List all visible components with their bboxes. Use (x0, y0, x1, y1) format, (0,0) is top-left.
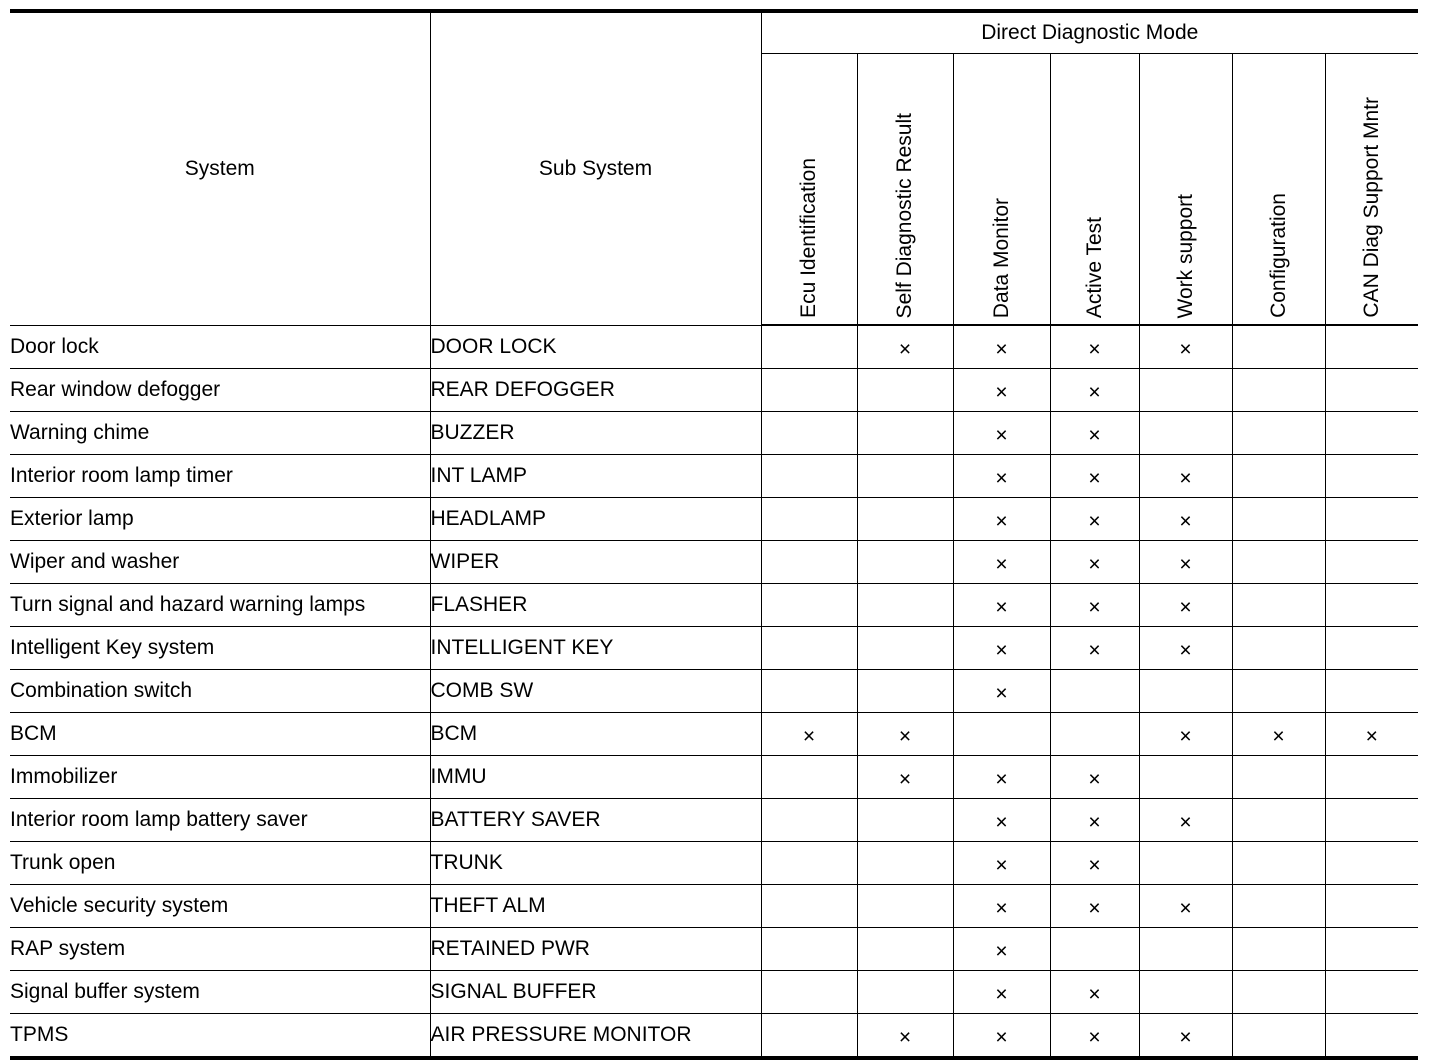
mode-cell (1232, 670, 1325, 713)
mode-cell (1050, 842, 1139, 885)
supported-mark: × (1365, 725, 1378, 748)
mode-cell (1139, 412, 1232, 455)
mode-cell (1232, 928, 1325, 971)
mode-cell (1232, 842, 1325, 885)
sub-system-cell: BUZZER (430, 412, 761, 455)
mode-cell (1325, 455, 1418, 498)
mode-cell (1232, 498, 1325, 541)
table-row (10, 412, 1418, 455)
mode-cell (761, 799, 857, 842)
mode-cell (1139, 498, 1232, 541)
sub-system-cell: THEFT ALM (430, 885, 761, 928)
supported-mark: × (1179, 510, 1192, 533)
supported-mark: × (995, 596, 1008, 619)
mode-cell (761, 627, 857, 670)
mode-cell (857, 541, 953, 584)
mode-cell (1050, 799, 1139, 842)
table-row (10, 584, 1418, 627)
supported-mark: × (802, 725, 816, 748)
mode-cell (1050, 325, 1139, 369)
mode-cell (857, 498, 953, 541)
mode-cell (953, 498, 1050, 541)
supported-mark: × (1088, 596, 1101, 619)
mode-cell (1232, 325, 1325, 369)
mode-cell (1325, 325, 1418, 369)
mode-cell (761, 325, 857, 369)
mode-cell (953, 670, 1050, 713)
supported-mark: × (995, 639, 1008, 662)
supported-mark: × (1179, 553, 1192, 576)
mode-cell (1325, 799, 1418, 842)
direct-diagnostic-mode-header: Direct Diagnostic Mode (761, 11, 1418, 54)
system-cell: TPMS (10, 1014, 430, 1059)
table-row (10, 885, 1418, 928)
mode-cell (1139, 455, 1232, 498)
mode-cell (761, 842, 857, 885)
mode-cell (1325, 670, 1418, 713)
supported-mark: × (1088, 854, 1101, 877)
mode-cell (953, 971, 1050, 1014)
supported-mark: × (1088, 510, 1101, 533)
mode-cell (857, 369, 953, 412)
mode-cell (1139, 369, 1232, 412)
system-cell: Trunk open (10, 842, 430, 885)
mode-cell (857, 455, 953, 498)
supported-mark: × (898, 1026, 912, 1049)
mode-cell (857, 627, 953, 670)
mode-cell (1050, 584, 1139, 627)
mode-cell (1325, 541, 1418, 584)
table-row (10, 713, 1418, 756)
mode-cell (857, 584, 953, 627)
mode-cell (857, 756, 953, 799)
mode-cell (1232, 369, 1325, 412)
mode-header-can-diag-support-mntr: CAN Diag Support Mntr (1325, 54, 1418, 326)
mode-cell (761, 713, 857, 756)
system-column-header: System (10, 11, 430, 325)
mode-cell (1232, 885, 1325, 928)
sub-system-column-header: Sub System (430, 11, 761, 325)
table-row (10, 928, 1418, 971)
mode-header-work-support: Work support (1139, 54, 1232, 326)
mode-cell (1232, 627, 1325, 670)
supported-mark: × (995, 897, 1008, 920)
system-cell: Combination switch (10, 670, 430, 713)
mode-cell (953, 928, 1050, 971)
supported-mark: × (1088, 338, 1101, 361)
system-cell: Warning chime (10, 412, 430, 455)
mode-cell (1050, 412, 1139, 455)
mode-cell (761, 584, 857, 627)
mode-cell (857, 713, 953, 756)
system-cell: Exterior lamp (10, 498, 430, 541)
mode-cell (1325, 842, 1418, 885)
mode-cell (1050, 627, 1139, 670)
mode-cell (1325, 713, 1418, 756)
mode-cell (857, 1014, 953, 1059)
sub-system-cell: RETAINED PWR (430, 928, 761, 971)
supported-mark: × (995, 983, 1008, 1006)
mode-cell (1232, 455, 1325, 498)
supported-mark: × (1088, 811, 1101, 834)
supported-mark: × (1179, 467, 1192, 490)
supported-mark: × (898, 768, 912, 791)
mode-cell (1232, 412, 1325, 455)
mode-cell (761, 369, 857, 412)
mode-cell (1325, 756, 1418, 799)
mode-cell (857, 412, 953, 455)
table-row (10, 842, 1418, 885)
mode-cell (761, 756, 857, 799)
supported-mark: × (995, 424, 1008, 447)
mode-cell (857, 799, 953, 842)
mode-cell (857, 928, 953, 971)
mode-cell (1050, 1014, 1139, 1059)
mode-cell (1139, 670, 1232, 713)
mode-cell (761, 670, 857, 713)
sub-system-cell: SIGNAL BUFFER (430, 971, 761, 1014)
mode-cell (1325, 498, 1418, 541)
system-cell: BCM (10, 713, 430, 756)
table-body (10, 325, 1418, 1058)
sub-system-cell: TRUNK (430, 842, 761, 885)
mode-cell (1139, 584, 1232, 627)
supported-mark: × (995, 510, 1008, 533)
table-row (10, 756, 1418, 799)
mode-cell (1232, 584, 1325, 627)
mode-header-self-diagnostic-result: Self Diagnostic Result (857, 54, 953, 326)
mode-cell (857, 670, 953, 713)
sub-system-cell: WIPER (430, 541, 761, 584)
supported-mark: × (995, 811, 1008, 834)
mode-cell (1139, 842, 1232, 885)
mode-cell (1050, 670, 1139, 713)
mode-cell (1050, 928, 1139, 971)
mode-cell (761, 412, 857, 455)
supported-mark: × (1088, 897, 1101, 920)
table-row (10, 498, 1418, 541)
mode-cell (953, 1014, 1050, 1059)
mode-cell (1050, 541, 1139, 584)
mode-cell (953, 455, 1050, 498)
supported-mark: × (1272, 725, 1285, 748)
mode-header-configuration: Configuration (1232, 54, 1325, 326)
supported-mark: × (995, 682, 1008, 705)
table-row (10, 541, 1418, 584)
system-cell: Intelligent Key system (10, 627, 430, 670)
mode-cell (1325, 971, 1418, 1014)
mode-cell (1232, 1014, 1325, 1059)
mode-cell (1232, 971, 1325, 1014)
mode-cell (761, 455, 857, 498)
mode-cell (857, 325, 953, 369)
supported-mark: × (995, 854, 1008, 877)
sub-system-cell: IMMU (430, 756, 761, 799)
table-row (10, 670, 1418, 713)
supported-mark: × (1088, 553, 1101, 576)
sub-system-cell: REAR DEFOGGER (430, 369, 761, 412)
mode-cell (761, 971, 857, 1014)
system-cell: Interior room lamp battery saver (10, 799, 430, 842)
mode-cell (1050, 498, 1139, 541)
sub-system-cell: DOOR LOCK (430, 325, 761, 369)
mode-cell (1325, 412, 1418, 455)
sub-system-cell: FLASHER (430, 584, 761, 627)
sub-system-cell: AIR PRESSURE MONITOR (430, 1014, 761, 1059)
mode-cell (857, 842, 953, 885)
mode-cell (953, 627, 1050, 670)
mode-cell (1139, 325, 1232, 369)
mode-cell (1325, 584, 1418, 627)
mode-cell (857, 885, 953, 928)
supported-mark: × (898, 338, 912, 361)
mode-cell (1050, 369, 1139, 412)
mode-cell (953, 325, 1050, 369)
mode-cell (761, 541, 857, 584)
supported-mark: × (995, 338, 1008, 361)
mode-cell (1232, 713, 1325, 756)
diagnostic-mode-table (10, 9, 1418, 1060)
system-cell: Signal buffer system (10, 971, 430, 1014)
mode-cell (1139, 971, 1232, 1014)
mode-header-active-test: Active Test (1050, 54, 1139, 326)
mode-cell (1325, 627, 1418, 670)
mode-cell (953, 713, 1050, 756)
mode-cell (953, 584, 1050, 627)
mode-cell (953, 842, 1050, 885)
mode-cell (1232, 756, 1325, 799)
mode-cell (761, 928, 857, 971)
supported-mark: × (1088, 467, 1101, 490)
supported-mark: × (995, 768, 1008, 791)
mode-cell (1050, 885, 1139, 928)
mode-cell (761, 1014, 857, 1059)
mode-cell (761, 498, 857, 541)
mode-cell (1139, 627, 1232, 670)
mode-cell (1139, 756, 1232, 799)
table-row (10, 455, 1418, 498)
supported-mark: × (995, 381, 1008, 404)
sub-system-cell: BATTERY SAVER (430, 799, 761, 842)
mode-cell (953, 412, 1050, 455)
system-cell: RAP system (10, 928, 430, 971)
system-cell: Interior room lamp timer (10, 455, 430, 498)
mode-cell (857, 971, 953, 1014)
mode-cell (1139, 541, 1232, 584)
sub-system-cell: HEADLAMP (430, 498, 761, 541)
system-cell: Immobilizer (10, 756, 430, 799)
supported-mark: × (995, 1026, 1008, 1049)
supported-mark: × (995, 940, 1008, 963)
sub-system-cell: COMB SW (430, 670, 761, 713)
supported-mark: × (1088, 768, 1101, 791)
mode-cell (953, 799, 1050, 842)
system-cell: Vehicle security system (10, 885, 430, 928)
mode-cell (1050, 756, 1139, 799)
supported-mark: × (1088, 381, 1101, 404)
mode-cell (1139, 928, 1232, 971)
mode-cell (1325, 928, 1418, 971)
mode-cell (953, 756, 1050, 799)
system-cell: Turn signal and hazard warning lamps (10, 584, 430, 627)
supported-mark: × (1179, 639, 1192, 662)
mode-header-data-monitor: Data Monitor (953, 54, 1050, 326)
mode-cell (1232, 799, 1325, 842)
mode-cell (1139, 885, 1232, 928)
mode-cell (1232, 541, 1325, 584)
supported-mark: × (1088, 983, 1101, 1006)
supported-mark: × (1179, 596, 1192, 619)
sub-system-cell: BCM (430, 713, 761, 756)
mode-cell (1139, 799, 1232, 842)
system-cell: Door lock (10, 325, 430, 369)
table-row (10, 325, 1418, 369)
table-row (10, 971, 1418, 1014)
table-row (10, 369, 1418, 412)
mode-cell (953, 541, 1050, 584)
supported-mark: × (1088, 1026, 1101, 1049)
table-row (10, 627, 1418, 670)
sub-system-cell: INTELLIGENT KEY (430, 627, 761, 670)
mode-cell (1050, 455, 1139, 498)
supported-mark: × (1179, 1026, 1192, 1049)
mode-cell (953, 885, 1050, 928)
supported-mark: × (1088, 424, 1101, 447)
table-row (10, 1014, 1418, 1059)
mode-header-ecu-identification: Ecu Identification (761, 54, 857, 326)
mode-cell (1050, 971, 1139, 1014)
supported-mark: × (1179, 811, 1192, 834)
mode-cell (1325, 885, 1418, 928)
supported-mark: × (995, 553, 1008, 576)
mode-cell (1139, 1014, 1232, 1059)
supported-mark: × (898, 725, 912, 748)
supported-mark: × (1088, 639, 1101, 662)
mode-cell (1325, 369, 1418, 412)
table-row (10, 799, 1418, 842)
mode-cell (1050, 713, 1139, 756)
system-cell: Rear window defogger (10, 369, 430, 412)
sub-system-cell: INT LAMP (430, 455, 761, 498)
mode-cell (1325, 1014, 1418, 1059)
supported-mark: × (1179, 725, 1192, 748)
mode-cell (761, 885, 857, 928)
system-cell: Wiper and washer (10, 541, 430, 584)
supported-mark: × (1179, 897, 1192, 920)
supported-mark: × (1179, 338, 1192, 361)
mode-cell (1139, 713, 1232, 756)
supported-mark: × (995, 467, 1008, 490)
mode-cell (953, 369, 1050, 412)
